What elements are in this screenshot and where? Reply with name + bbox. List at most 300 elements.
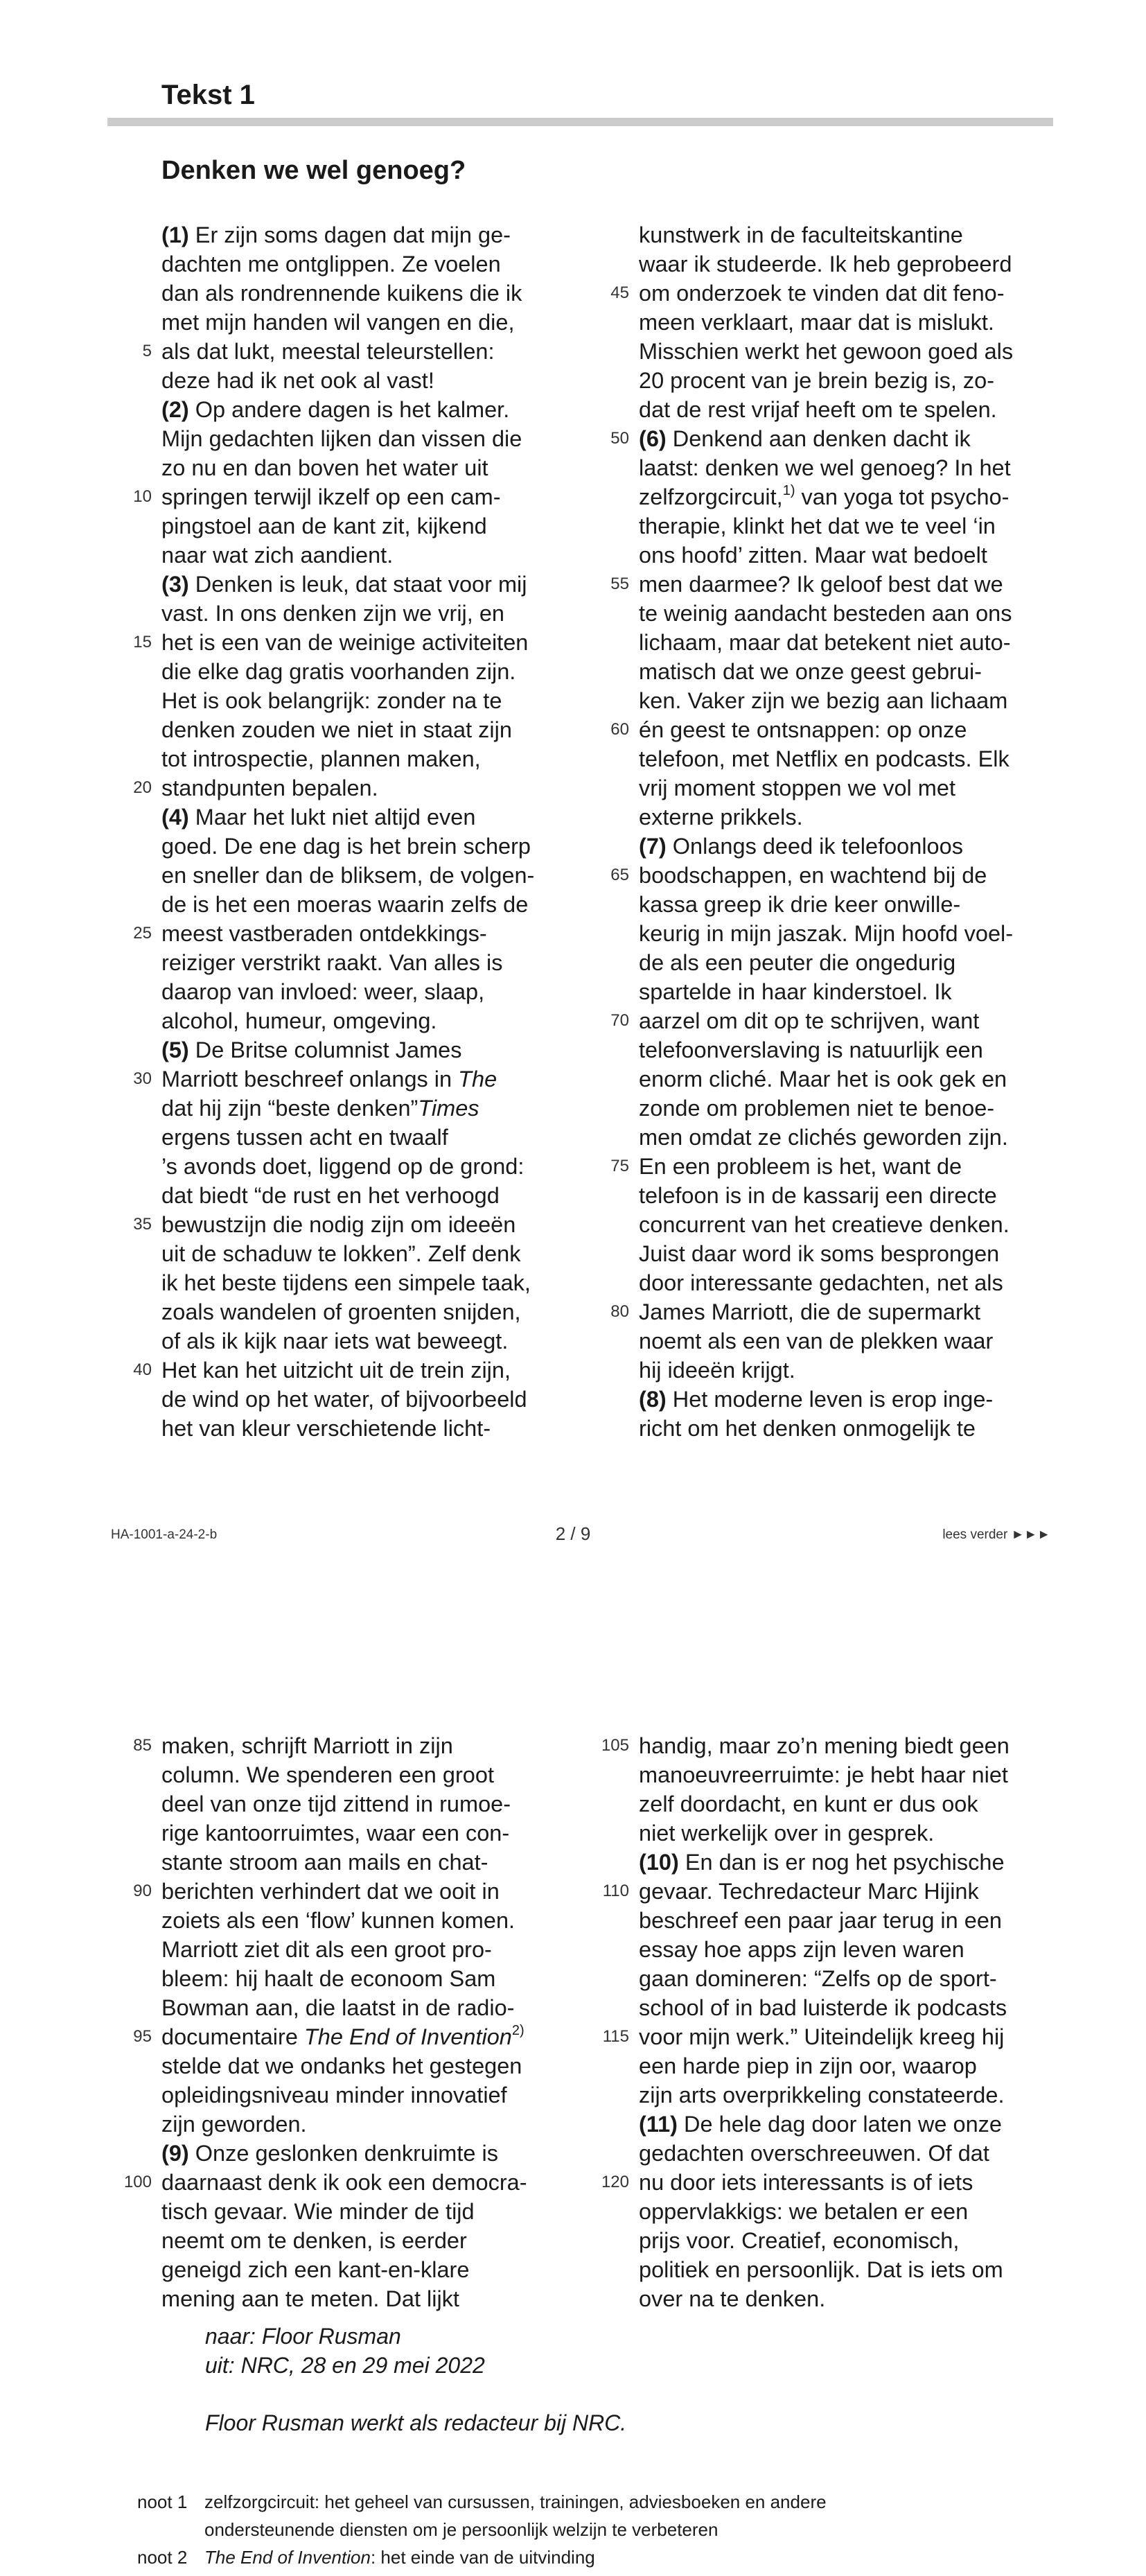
footnote: [137, 2488, 827, 2543]
line-text: Er zijn soms dagen dat mijn ge-: [188, 222, 511, 247]
text-line: [161, 1993, 563, 2022]
line-text: ons hoofd’ zitten. Maar wat bedoelt: [639, 543, 987, 568]
line-number: 30: [133, 1069, 152, 1088]
text-line: [161, 2284, 563, 2313]
footnote-label: noot 2: [137, 2547, 188, 2568]
text-line: [161, 1035, 563, 1064]
continue-indicator: lees verder ►►►: [942, 1527, 1050, 1542]
line-number: 75: [610, 1157, 629, 1175]
text-line: [639, 744, 1041, 773]
line-text: vast. In ons denken zijn we vrij, en: [161, 601, 504, 626]
line-text: mening aan te meten. Dat lijkt: [161, 2286, 459, 2311]
text-line: [610, 1152, 1041, 1181]
line-text: Onlangs deed ik telefoonloos: [666, 834, 963, 859]
line-text: rige kantoorruimtes, waar een con-: [161, 1821, 510, 1846]
text-line: [639, 453, 1041, 482]
text-line: [161, 424, 563, 453]
text-line: [161, 2110, 563, 2139]
text-line: [639, 890, 1041, 919]
italic-title: The End of Invention: [303, 2024, 512, 2049]
line-text: en sneller dan de bliksem, de volgen-: [161, 863, 535, 888]
paragraph-number: (9): [161, 2141, 189, 2166]
line-number: 85: [133, 1736, 152, 1755]
line-text: externe prikkels.: [639, 805, 803, 830]
line-text: zijn geworden.: [161, 2112, 307, 2137]
text-line: [639, 1819, 1041, 1848]
line-text: Denkend aan denken dacht ik: [666, 426, 971, 451]
line-text: bewustzijn die nodig zijn om ideeën: [161, 1212, 516, 1237]
line-text: over na te denken.: [639, 2286, 826, 2311]
line-text: berichten verhindert dat we ooit in: [161, 1879, 500, 1904]
line-text: meest vastberaden ontdekkings-: [161, 921, 487, 946]
line-text: column. We spenderen een groot: [161, 1762, 494, 1787]
text-line: [161, 279, 563, 308]
line-text: Het kan het uitzicht uit de trein zijn,: [161, 1358, 511, 1383]
line-number: 60: [610, 720, 629, 739]
text-line: [161, 308, 563, 337]
attribution-author: naar: Floor Rusman: [205, 2324, 401, 2349]
text-line: [639, 1326, 1041, 1356]
paragraph-number: (4): [161, 805, 189, 830]
line-text: matisch dat we onze geest gebrui-: [639, 659, 982, 684]
text-line: [161, 395, 563, 424]
line-text: reiziger verstrikt raakt. Van alles is: [161, 950, 503, 975]
line-text: boodschappen, en wachtend bij de: [639, 863, 987, 888]
line-text: Het is ook belangrijk: zonder na te: [161, 688, 502, 713]
line-number: 65: [610, 866, 629, 884]
footnote-text: [204, 2543, 827, 2571]
footnote: [137, 2543, 827, 2571]
column-left: [133, 220, 563, 1443]
line-number: 100: [123, 2173, 152, 2191]
text-line: [639, 1789, 1041, 1819]
text-line: [610, 715, 1041, 744]
line-text: Juist daar word ik soms besprongen: [639, 1241, 1000, 1266]
line-text: kunstwerk in de faculteitskantine: [639, 222, 963, 247]
text-line: [123, 2168, 563, 2197]
line-text: waar ik studeerde. Ik heb geprobeerd: [639, 252, 1012, 277]
text-line: [602, 2022, 1041, 2051]
text-line: [639, 803, 1041, 832]
line-text: te weinig aandacht besteden aan ons: [639, 601, 1012, 626]
text-line: [161, 1123, 563, 1152]
line-text: gedachten overschreeuwen. Of dat: [639, 2141, 989, 2166]
text-line: [639, 1123, 1041, 1152]
text-line: [161, 1094, 563, 1123]
text-line: [639, 686, 1041, 715]
text-line: [639, 919, 1041, 948]
text-line: [639, 541, 1041, 570]
text-line: [161, 832, 563, 861]
text-line: [161, 686, 563, 715]
text-line: [639, 1268, 1041, 1297]
line-text: om onderzoek te vinden dat dit feno-: [639, 281, 1005, 306]
column-right: [610, 220, 1041, 1443]
text-line: [161, 1268, 563, 1297]
line-text: lichaam, maar dat betekent niet auto-: [639, 630, 1011, 655]
paragraph-number: (7): [639, 834, 667, 859]
line-text: spartelde in haar kinderstoel. Ik: [639, 979, 952, 1004]
line-text: standpunten bepalen.: [161, 776, 378, 800]
line-text: de is het een moeras waarin zelfs de: [161, 892, 529, 917]
text-line: [161, 249, 563, 279]
paragraph-number: (1): [161, 222, 189, 247]
text-line: [639, 220, 1041, 249]
line-text: pingstoel aan de kant zit, kijkend: [161, 514, 487, 538]
text-line: [639, 2284, 1041, 2313]
line-number: 110: [602, 1882, 629, 1900]
line-text: bleem: hij haalt de econoom Sam: [161, 1966, 496, 1991]
line-text: beschreef een paar jaar terug in een: [639, 1908, 1002, 1933]
line-text: dan als rondrennende kuikens die ik: [161, 281, 522, 306]
line-number: 5: [142, 342, 152, 360]
text-line: [639, 1356, 1041, 1385]
line-text: daarop van invloed: weer, slaap,: [161, 979, 485, 1004]
exam-code: HA-1001-a-24-2-b: [111, 1527, 218, 1542]
line-number: 25: [133, 924, 152, 943]
text-line: [639, 1906, 1041, 1935]
line-text: keurig in mijn jaszak. Mijn hoofd voel-: [639, 921, 1014, 946]
line-text: met mijn handen wil vangen en die,: [161, 310, 515, 335]
text-line: [610, 1297, 1041, 1326]
line-text: telefoon is in de kassarij een directe: [639, 1183, 997, 1208]
footnote-label: noot 1: [137, 2491, 188, 2512]
text-line: [610, 1006, 1041, 1035]
text-line: [639, 948, 1041, 977]
line-text: niet werkelijk over in gesprek.: [639, 1821, 935, 1846]
text-line: [639, 977, 1041, 1006]
text-line: [639, 1760, 1041, 1789]
text-line: [639, 628, 1041, 657]
paragraph-number: (8): [639, 1387, 667, 1412]
text-line: [639, 1210, 1041, 1239]
line-text: dachten me ontglippen. Ze voelen: [161, 252, 501, 277]
line-text: telefoonverslaving is natuurlijk een: [639, 1037, 983, 1062]
line-text: ’s avonds doet, liggend op de grond:: [161, 1154, 524, 1179]
footnote-text: zelfzorgcircuit: het geheel van cursussen, trainingen, adviesboeken en andere: [204, 2491, 827, 2512]
line-text: enorm cliché. Maar het is ook gek en: [639, 1067, 1007, 1092]
text-line: [161, 366, 563, 395]
text-line: [161, 890, 563, 919]
line-text: Bowman aan, die laatst in de radio-: [161, 1995, 515, 2020]
line-text: oppervlakkigs: we betalen er een: [639, 2199, 969, 2224]
text-line: [601, 2168, 1041, 2197]
text-line: [639, 1935, 1041, 1964]
text-line: [161, 1181, 563, 1210]
text-line: [639, 1094, 1041, 1123]
line-text: Op andere dagen is het kalmer.: [188, 397, 510, 422]
text-line: [161, 1789, 563, 1819]
line-text: Marriott beschreef onlangs in: [161, 1067, 459, 1092]
line-text: stelde dat we ondanks het gestegen: [161, 2053, 522, 2078]
line-text: door interessante gedachten, net als: [639, 1270, 1003, 1295]
line-text: de wind op het water, of bijvoorbeeld: [161, 1387, 527, 1412]
line-text: men daarmee? Ik geloof best dat we: [639, 572, 1003, 597]
text-line: [161, 1906, 563, 1935]
text-line: [161, 2255, 563, 2284]
column-left: [123, 1731, 563, 2313]
line-text: laatst: denken we wel genoeg? In het: [639, 455, 1011, 480]
text-line: [161, 1819, 563, 1848]
line-text: alcohol, humeur, omgeving.: [161, 1008, 437, 1033]
footnote-ref: 2): [511, 2023, 524, 2038]
line-text: zijn arts overprikkeling constateerde.: [639, 2083, 1005, 2108]
line-number: 95: [133, 2027, 152, 2046]
text-line: [639, 395, 1041, 424]
line-text: vrij moment stoppen we vol met: [639, 776, 955, 800]
line-text: De hele dag door laten we onze: [678, 2112, 1002, 2137]
line-number: 115: [602, 2027, 629, 2046]
line-text: neemt om te denken, is eerder: [161, 2228, 467, 2253]
line-number: 15: [133, 633, 152, 651]
text-line: [161, 1964, 563, 1993]
text-heading: Tekst 1: [161, 80, 255, 110]
line-text: zo nu en dan boven het water uit: [161, 455, 488, 480]
line-text: het van kleur verschietende licht-: [161, 1416, 491, 1441]
article-title: Denken we wel genoeg?: [161, 156, 466, 185]
line-text: geneigd zich een kant-en-klare: [161, 2257, 470, 2282]
text-line: [639, 832, 1041, 861]
text-line: [161, 220, 563, 249]
footnote-text: ondersteunende diensten om je persoonlijk welzijn te verbeteren: [204, 2519, 719, 2540]
line-number: 10: [133, 487, 152, 506]
text-line: [639, 1964, 1041, 1993]
footnote-definition: : het einde van de uitvinding: [370, 2547, 595, 2568]
text-line: [639, 2080, 1041, 2110]
line-text: school of in bad luisterde ik podcasts: [639, 1995, 1007, 2020]
line-number: 70: [610, 1011, 629, 1030]
line-text: een harde piep in zijn oor, waarop: [639, 2053, 977, 2078]
line-text: uit de schaduw te lokken”. Zelf denk: [161, 1241, 521, 1266]
text-line: [639, 1385, 1041, 1414]
line-text: van yoga tot psycho-: [795, 484, 1010, 509]
text-line: [133, 482, 563, 511]
text-line: [639, 1181, 1041, 1210]
text-line: [161, 1326, 563, 1356]
text-line: [161, 1006, 563, 1035]
text-line: [610, 861, 1041, 890]
line-text: nu door iets interessants is of iets: [639, 2170, 973, 2195]
paragraph-number: (6): [639, 426, 667, 451]
text-line: [161, 2226, 563, 2255]
line-text: goed. De ene dag is het brein scherp: [161, 834, 531, 859]
line-text: handig, maar zo’n mening biedt geen: [639, 1733, 1010, 1758]
line-text: tisch gevaar. Wie minder de tijd: [161, 2199, 475, 2224]
text-line: [133, 1877, 563, 1906]
text-line: [161, 2139, 563, 2168]
text-line: [639, 599, 1041, 628]
author-bio: Floor Rusman werkt als redacteur bij NRC.: [205, 2410, 627, 2435]
text-line: [142, 337, 563, 366]
page-number: 2 / 9: [555, 1523, 591, 1544]
line-text: dat de rest vrijaf heeft om te spelen.: [639, 397, 997, 422]
text-line: [602, 1877, 1041, 1906]
attribution-source: uit: NRC, 28 en 29 mei 2022: [205, 2353, 485, 2378]
text-line: [161, 570, 563, 599]
line-text: zoiets als een ‘flow’ kunnen komen.: [161, 1908, 515, 1933]
heading-rule: [107, 118, 1053, 126]
text-line: [610, 424, 1041, 453]
text-line: [161, 1848, 563, 1877]
column-right: [601, 1731, 1041, 2313]
text-line: [639, 249, 1041, 279]
italic-title: Times: [418, 1096, 479, 1121]
line-text: manoeuvreerruimte: je hebt haar niet: [639, 1762, 1008, 1787]
text-line: [639, 1993, 1041, 2022]
text-line: [639, 2051, 1041, 2080]
line-text: gaan domineren: “Zelfs op de sport-: [639, 1966, 997, 1991]
line-text: denken zouden we niet in staat zijn: [161, 717, 512, 742]
line-text: hij ideeën krijgt.: [639, 1358, 795, 1383]
text-line: [161, 511, 563, 541]
line-text: dat hij zijn “beste denken”: [161, 1096, 418, 1121]
text-line: [133, 1210, 563, 1239]
line-text: ken. Vaker zijn we bezig aan lichaam: [639, 688, 1008, 713]
text-line: [639, 1035, 1041, 1064]
paragraph-number: (5): [161, 1037, 189, 1062]
line-number: 40: [133, 1360, 152, 1379]
line-number: 45: [610, 283, 629, 302]
line-text: zelf doordacht, en kunt er dus ook: [639, 1791, 978, 1816]
paragraph-number: (2): [161, 397, 189, 422]
text-line: [639, 366, 1041, 395]
line-text: stante stroom aan mails en chat-: [161, 1850, 488, 1875]
line-text: gevaar. Techredacteur Marc Hijink: [639, 1879, 979, 1904]
text-line: [610, 570, 1041, 599]
line-text: Marriott ziet dit als een groot pro-: [161, 1937, 492, 1962]
text-line: [639, 657, 1041, 686]
line-number: 50: [610, 429, 629, 448]
footnote-ref: 1): [782, 483, 795, 498]
line-text: opleidingsniveau minder innovatief: [161, 2083, 507, 2108]
line-text: Onze geslonken denkruimte is: [188, 2141, 498, 2166]
text-line: [639, 1064, 1041, 1094]
text-line: [161, 744, 563, 773]
line-number: 20: [133, 778, 152, 797]
text-line: [161, 1239, 563, 1268]
line-text: 20 procent van je brein bezig is, zo-: [639, 368, 995, 393]
line-text: Misschien werkt het gewoon goed als: [639, 339, 1014, 364]
line-text: Het moderne leven is erop inge-: [666, 1387, 994, 1412]
text-line: [161, 715, 563, 744]
text-line: [133, 628, 563, 657]
line-text: prijs voor. Creatief, economisch,: [639, 2228, 960, 2253]
line-text: dat biedt “de rust en het verhoogd: [161, 1183, 500, 1208]
line-text: essay hoe apps zijn leven waren: [639, 1937, 964, 1962]
text-line: [161, 2080, 563, 2110]
line-text: zonde om problemen niet te benoe-: [639, 1096, 995, 1121]
text-line: [639, 308, 1041, 337]
text-line: [161, 2197, 563, 2226]
text-line: [161, 948, 563, 977]
paragraph-number: (11): [639, 2112, 678, 2137]
line-number: 120: [601, 2173, 629, 2191]
italic-title: The End of Invention: [204, 2547, 371, 2568]
text-line: [161, 861, 563, 890]
text-line: [161, 1297, 563, 1326]
text-line: [161, 1385, 563, 1414]
text-line: [133, 2022, 563, 2051]
text-line: [133, 773, 563, 803]
text-line: [639, 2255, 1041, 2284]
text-line: [161, 657, 563, 686]
text-line: [161, 1935, 563, 1964]
line-text: naar wat zich aandient.: [161, 543, 394, 568]
line-text: ergens tussen acht en twaalf: [161, 1125, 448, 1150]
line-text: zoals wandelen of groenten snijden,: [161, 1299, 521, 1324]
text-line: [133, 919, 563, 948]
text-line: [161, 1414, 563, 1443]
line-text: deel van onze tijd zittend in rumoe-: [161, 1791, 511, 1816]
line-text: therapie, klinkt het dat we te veel ‘in: [639, 514, 996, 538]
line-text: aarzel om dit op te schrijven, want: [639, 1008, 980, 1033]
text-line: [639, 773, 1041, 803]
line-text: En dan is er nog het psychische: [678, 1850, 1005, 1875]
text-line: [639, 482, 1041, 511]
line-text: Maar het lukt niet altijd even: [188, 805, 476, 830]
text-line: [639, 1239, 1041, 1268]
line-text: tot introspectie, plannen maken,: [161, 746, 481, 771]
line-text: die elke dag gratis voorhanden zijn.: [161, 659, 516, 684]
line-text: men omdat ze clichés geworden zijn.: [639, 1125, 1008, 1150]
line-text: richt om het denken onmogelijk te: [639, 1416, 976, 1441]
paragraph-number: (3): [161, 572, 189, 597]
line-text: daarnaast denk ik ook een democra-: [161, 2170, 527, 2195]
text-line: [133, 1064, 563, 1094]
line-text: Mijn gedachten lijken dan vissen die: [161, 426, 522, 451]
line-text: politiek en persoonlijk. Dat is iets om: [639, 2257, 1003, 2282]
text-line: [601, 1731, 1041, 1760]
text-line: [639, 2139, 1041, 2168]
text-line: [639, 511, 1041, 541]
text-line: [161, 2051, 563, 2080]
paragraph-number: (10): [639, 1850, 679, 1875]
line-text: kassa greep ik drie keer onwille-: [639, 892, 961, 917]
exam-page-3: [0, 1663, 1146, 2576]
text-line: [161, 599, 563, 628]
line-text: of als ik kijk naar iets wat beweegt.: [161, 1329, 509, 1353]
text-line: [639, 1848, 1041, 1877]
text-line: [161, 803, 563, 832]
line-text: concurrent van het creatieve denken.: [639, 1212, 1010, 1237]
line-text: zelfzorgcircuit,: [639, 484, 783, 509]
line-text: En een probleem is het, want de: [639, 1154, 962, 1179]
line-text: maken, schrijft Marriott in zijn: [161, 1733, 453, 1758]
italic-title: The: [458, 1067, 497, 1092]
line-text: voor mijn werk.” Uiteindelijk kreeg hij: [639, 2024, 1005, 2049]
text-line: [161, 977, 563, 1006]
line-text: ik het beste tijdens een simpele taak,: [161, 1270, 531, 1295]
line-text: De Britse columnist James: [188, 1037, 462, 1062]
line-text: deze had ik net ook al vast!: [161, 368, 434, 393]
text-line: [639, 1414, 1041, 1443]
line-text: én geest te ontsnappen: op onze: [639, 717, 967, 742]
line-text: meen verklaart, maar dat is mislukt.: [639, 310, 994, 335]
line-number: 90: [133, 1882, 152, 1900]
line-number: 80: [610, 1302, 629, 1321]
text-line: [133, 1731, 563, 1760]
line-text: documentaire: [161, 2024, 304, 2049]
line-text: de als een peuter die ongedurig: [639, 950, 956, 975]
line-text: het is een van de weinige activiteiten: [161, 630, 529, 655]
text-line: [161, 453, 563, 482]
text-line: [161, 1760, 563, 1789]
line-number: 55: [610, 575, 629, 593]
line-number: 35: [133, 1215, 152, 1234]
text-line: [639, 2226, 1041, 2255]
text-line: [639, 2197, 1041, 2226]
text-line: [161, 541, 563, 570]
